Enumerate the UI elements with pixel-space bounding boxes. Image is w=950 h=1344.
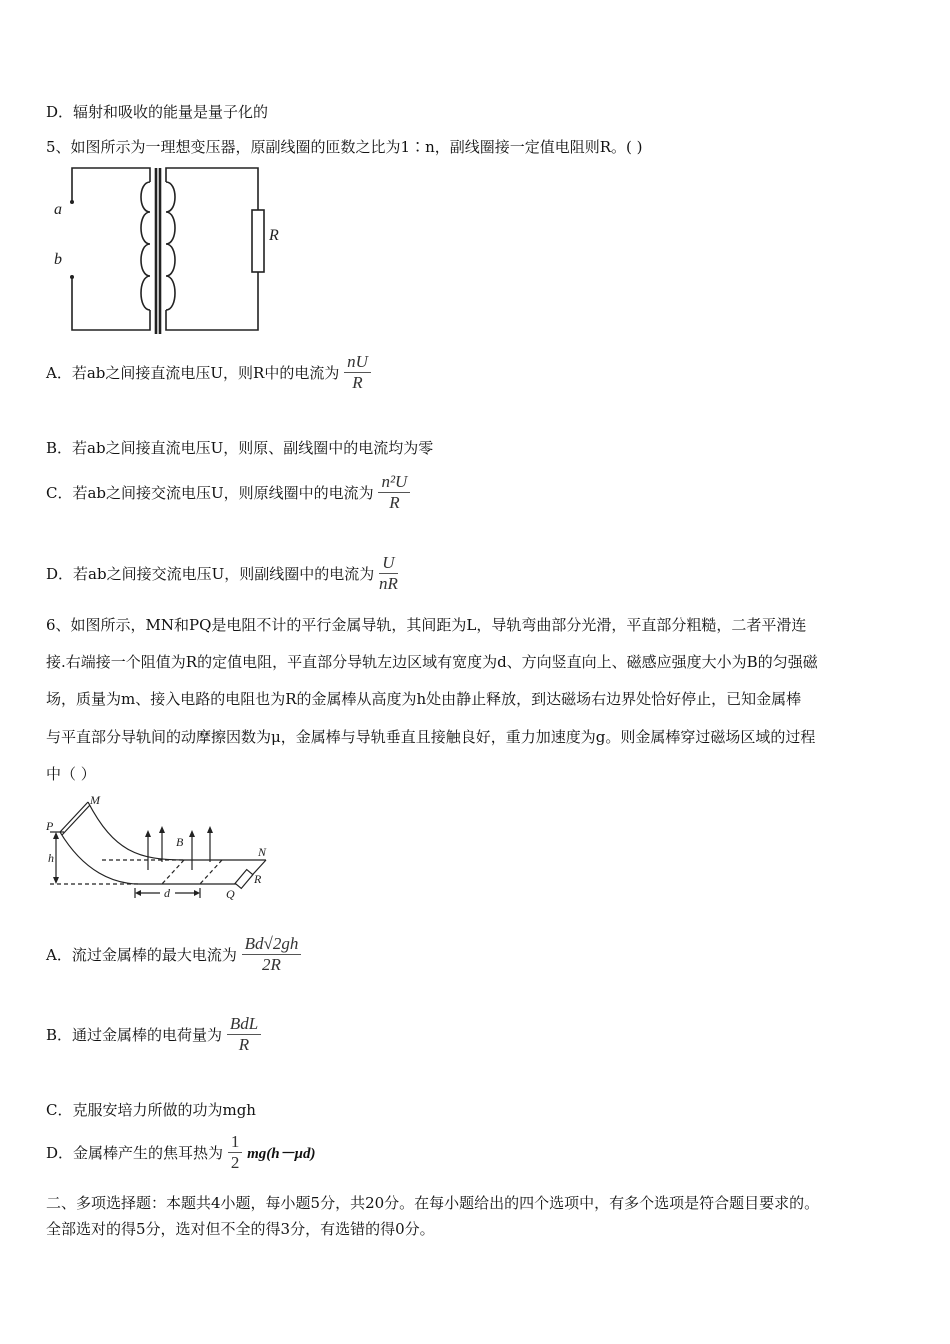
transformer-figure	[46, 162, 279, 340]
q6-option-a-den: 2R	[262, 955, 281, 974]
fig5-label-b: b	[54, 251, 62, 268]
q5-stem: 5、如图所示为一理想变压器，原副线圈的匝数之比为1∶n，副线圈接一定值电阻则R。( )	[46, 138, 643, 156]
fig5-label-a: a	[54, 201, 62, 218]
q6-option-d-fraction	[228, 1132, 243, 1173]
q6-stem-line-2: 接.右端接一个阻值为R的定值电阻，平直部分导轨左边区域有宽度为d、方向竖直向上、磁感应强度大小为B的匀强磁	[46, 653, 818, 671]
q6-option-a-text: A．流过金属棒的最大电流为	[46, 946, 237, 964]
q6-option-b	[46, 1014, 261, 1055]
fig6-label-n: N	[258, 845, 267, 859]
q5-option-a-fraction	[344, 352, 371, 393]
q6-option-b-fraction	[227, 1014, 261, 1055]
fig5-label-r: R	[269, 227, 279, 244]
q4-option-d: D．辐射和吸收的能量是量子化的	[46, 103, 269, 121]
q6-option-d-num: 1	[228, 1132, 243, 1153]
section2-line-2: 全部选对的得5分，选对但不全的得3分，有选错的得0分。	[46, 1220, 435, 1238]
section2-line-1: 二、多项选择题：本题共4小题，每小题5分，共20分。在每小题给出的四个选项中，有多个选项是符合题目要求的。	[46, 1194, 820, 1212]
fig6-label-b: B	[176, 835, 184, 849]
q6-stem-line-4: 与平直部分导轨间的动摩擦因数为μ，金属棒与导轨垂直且接触良好，重力加速度为g。则金属棒穿过磁场区域的过程	[46, 728, 816, 746]
q6-option-d-tail: mg(h－μd)	[247, 1146, 316, 1162]
q5-option-d	[46, 553, 398, 594]
q5-option-d-num: U	[379, 553, 398, 574]
q6-stem-line-1: 6、如图所示，MN和PQ是电阻不计的平行金属导轨，其间距为L，导轨弯曲部分光滑，平直部分粗糙，二者平滑连	[46, 616, 807, 634]
fig6-label-q: Q	[226, 887, 235, 901]
q5-option-c-text: C．若ab之间接交流电压U，则原线圈中的电流为	[46, 484, 374, 502]
fig6-label-h: h	[48, 851, 54, 865]
q5-option-a-den: R	[352, 373, 363, 392]
fig6-label-p: P	[46, 819, 54, 833]
q5-option-d-fraction	[379, 553, 398, 594]
q5-option-a	[46, 352, 371, 393]
q5-option-d-den: nR	[379, 574, 398, 593]
q6-option-d-text: D．金属棒产生的焦耳热为	[46, 1144, 224, 1162]
q5-option-c-den: R	[389, 493, 400, 512]
q6-option-b-den: R	[238, 1035, 250, 1054]
q5-option-a-num: nU	[344, 352, 371, 373]
fig6-label-m: M	[90, 793, 100, 807]
q6-option-a-fraction	[242, 934, 302, 975]
q6-option-a-num: Bd√2gh	[242, 934, 302, 955]
q5-option-c	[46, 472, 410, 513]
q6-option-a	[46, 934, 301, 975]
q5-option-c-num: n²U	[378, 472, 410, 493]
q5-option-a-text: A．若ab之间接直流电压U，则R中的电流为	[46, 364, 340, 382]
q6-stem-line-3: 场，质量为m、接入电路的电阻也为R的金属棒从高度为h处由静止释放，到达磁场右边界处恰好停止，已知金属棒	[46, 690, 802, 708]
q6-option-d-den: 2	[230, 1153, 240, 1172]
q5-option-c-fraction	[378, 472, 410, 513]
q6-option-d	[46, 1132, 315, 1173]
q6-option-c: C．克服安培力所做的功为mgh	[46, 1101, 256, 1119]
q5-option-b: B．若ab之间接直流电压U，则原、副线圈中的电流均为零	[46, 439, 434, 457]
fig6-label-d: d	[164, 886, 170, 900]
q6-stem-line-5: 中（ ）	[46, 765, 96, 783]
q6-option-b-num: BdL	[227, 1014, 261, 1035]
q6-option-b-text: B．通过金属棒的电荷量为	[46, 1026, 223, 1044]
fig6-label-r: R	[254, 872, 262, 886]
rail-figure	[44, 792, 276, 904]
q5-option-d-text: D．若ab之间接交流电压U，则副线圈中的电流为	[46, 565, 375, 583]
